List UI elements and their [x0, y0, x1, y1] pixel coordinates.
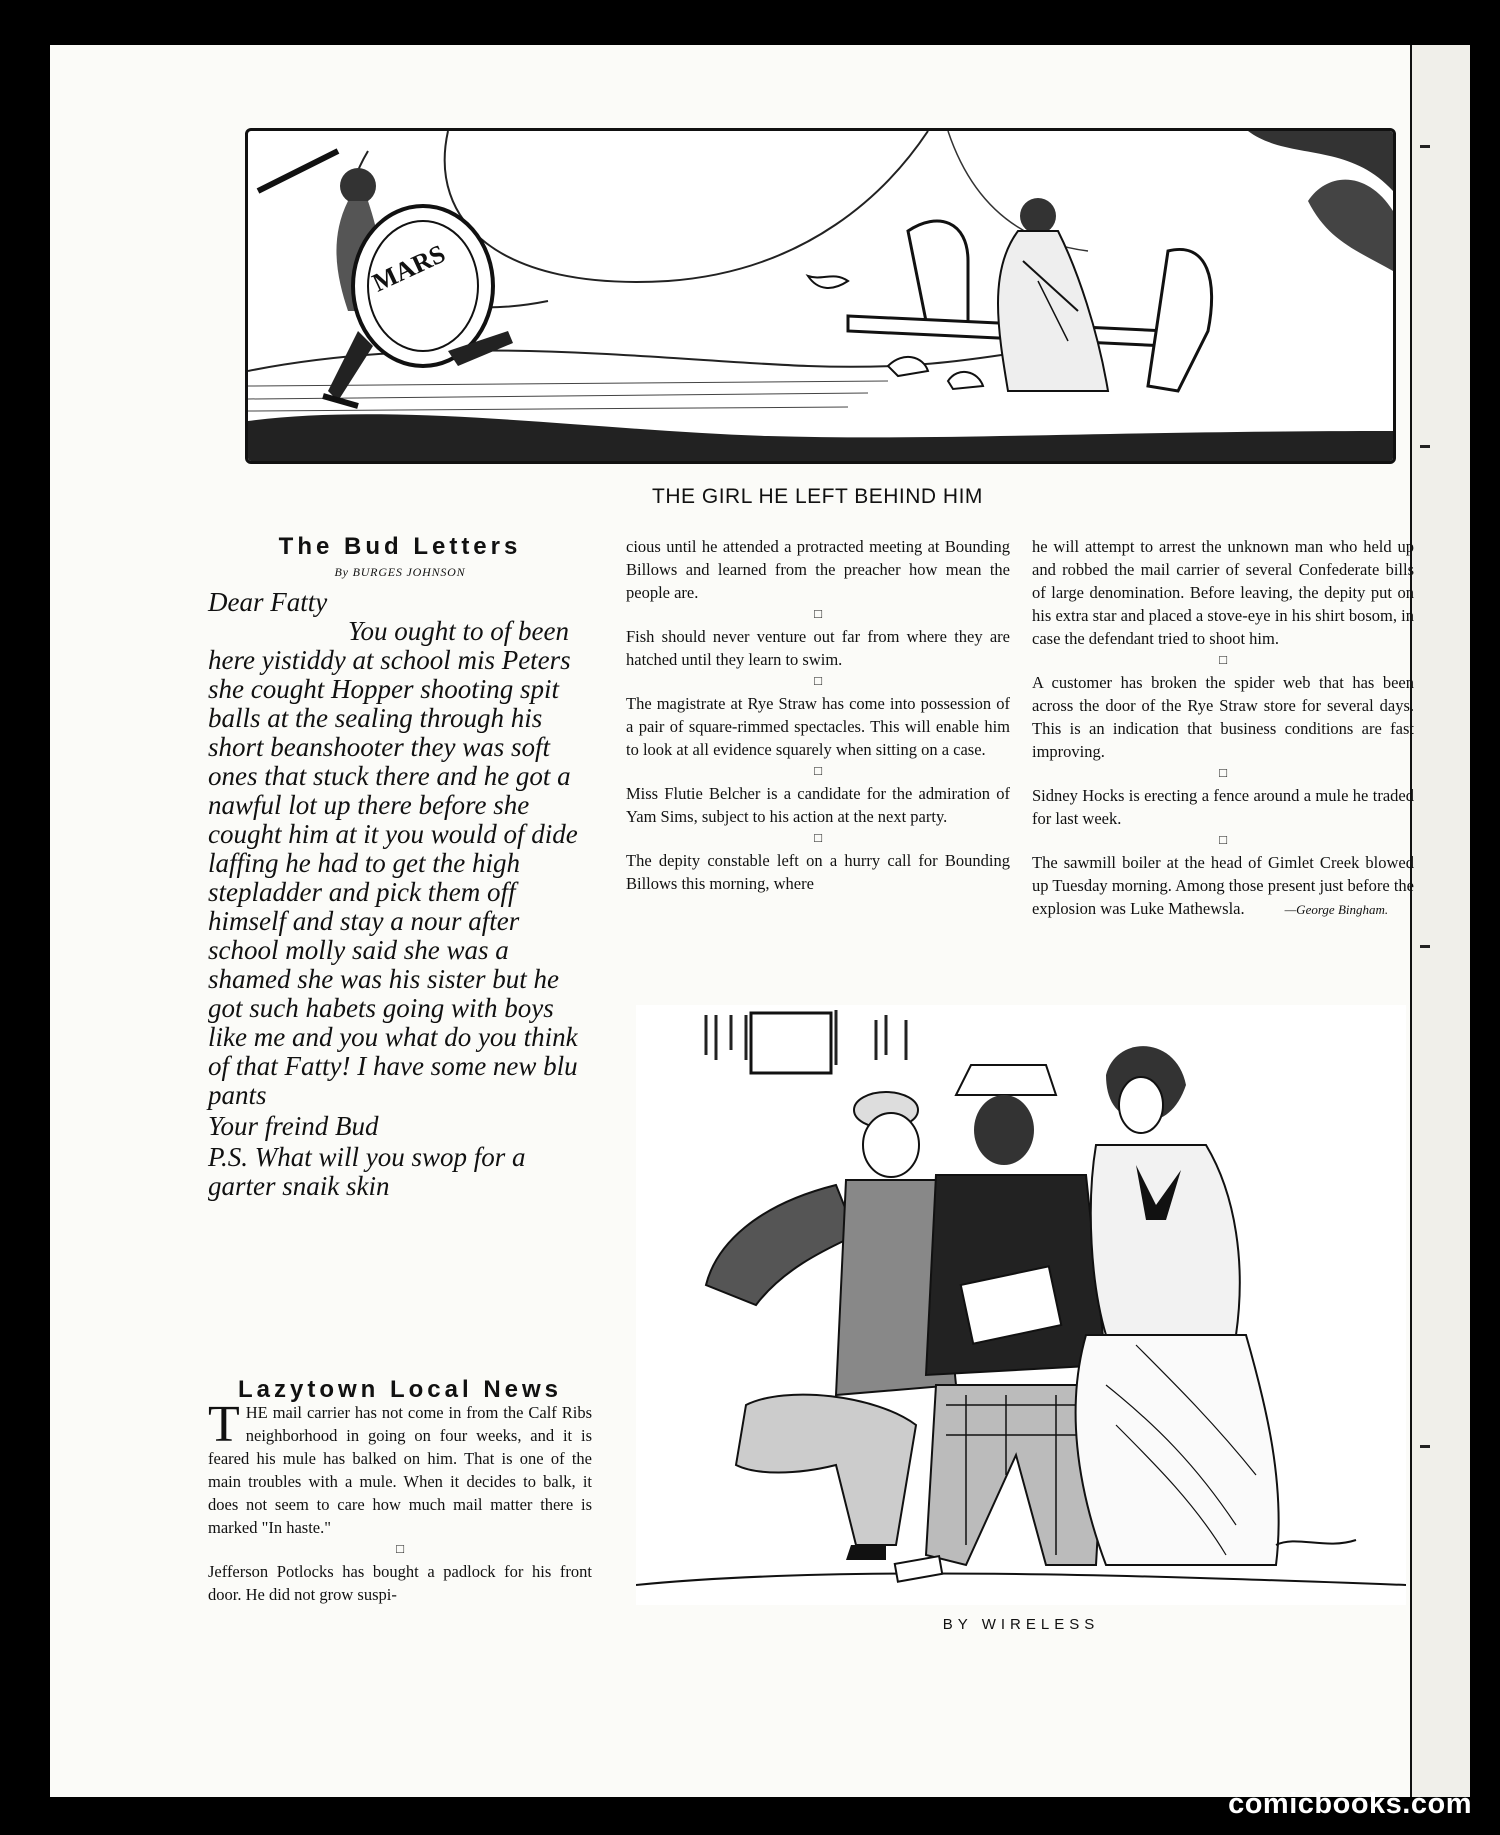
illustration-caption: BY WIRELESS — [942, 1616, 1100, 1633]
bud-letters-byline: By BURGES JOHNSON — [334, 565, 466, 579]
news-paragraph: he will attempt to arrest the unknown man who held up and robbed the mail carrier of several Confederate bills of large denomination. Before leaving, the depity put on his extra star and placed a stove-eye in his shirt bosom, in case the defendant tried to shoot him. — [1032, 537, 1414, 648]
lazytown-paragraph: THE mail carrier has not come in from the Calf Ribs neighborhood in going on four weeks, and it is feared his mule has balked on him. That is one of the main troubles with a mule. When it decides to balk, it does not seem to care how much mail matter there is marked "In haste." — [208, 1396, 592, 1537]
man-in-cap — [706, 1092, 956, 1560]
letter-closing: Your freind Bud — [208, 1111, 379, 1141]
news-paragraph: Fish should never venture out far from where they are hatched until they learn to swim. — [626, 627, 1010, 669]
column-2 — [626, 535, 1010, 895]
news-paragraph: A customer has broken the spider web that has been across the door of the Rye Straw store for several days. This is an indication that business conditions are fast improving. — [1032, 673, 1414, 761]
page-binding-edge — [1410, 45, 1470, 1797]
separator-box: □ — [814, 830, 822, 845]
drop-cap: T — [208, 1396, 240, 1453]
letter-postscript: P.S. What will you swop for a garter snaik skin — [208, 1142, 526, 1201]
man-in-hat-reading — [926, 1065, 1106, 1565]
news-paragraph: Sidney Hocks is erecting a fence around a mule he traded for last week. — [1032, 786, 1414, 828]
news-paragraph: The depity constable left on a hurry call for Bounding Billows this morning, where — [626, 851, 1010, 893]
separator-box: □ — [1219, 765, 1227, 780]
news-paragraph: The magistrate at Rye Straw has come into possession of a pair of square-rimmed spectacles. This will enable him to look at all evidence squarely when sitting on a case. — [626, 694, 1010, 759]
separator-box: □ — [814, 673, 822, 688]
lazytown-paragraph: Jefferson Potlocks has bought a padlock for his front door. He did not grow suspi- — [208, 1562, 592, 1604]
letter-greeting: Dear Fatty — [208, 587, 328, 617]
news-paragraph: cious until he attended a protracted meeting at Bounding Billows and learned from the preacher how mean the people are. — [626, 537, 1010, 602]
top-illustration — [245, 128, 1396, 464]
separator-box: □ — [814, 606, 822, 621]
news-paragraph: Miss Flutie Belcher is a candidate for the admiration of Yam Sims, subject to his action at the next party. — [626, 784, 1010, 826]
artist-signature-mark — [1276, 1540, 1356, 1545]
separator-box: □ — [396, 1541, 404, 1556]
mars-and-peace-drawing — [248, 131, 1393, 461]
separator-box: □ — [1219, 832, 1227, 847]
handwritten-letter — [208, 588, 592, 1201]
separator-box: □ — [1219, 652, 1227, 667]
seated-woman — [1076, 1046, 1279, 1565]
author-signature: —George Bingham. — [1284, 902, 1389, 917]
column-1 — [208, 535, 592, 1201]
page-headline: THE GIRL HE LEFT BEHIND HIM — [652, 485, 983, 508]
shield-label: MARS — [367, 238, 450, 298]
site-watermark: comicbooks.com — [1228, 1788, 1472, 1820]
three-figures-drawing — [636, 1005, 1406, 1605]
mars-figure — [258, 151, 513, 406]
news-paragraph: The sawmill boiler at the head of Gimlet Creek blowed up Tuesday morning. Among those present just before the explosion was Luke Mathewsla. —George Bingham. — [1032, 853, 1414, 918]
bottom-illustration — [636, 1005, 1406, 1605]
bud-letters-title: The Bud Letters — [278, 533, 522, 560]
separator-box: □ — [814, 763, 822, 778]
lazytown-title: Lazytown Local News — [237, 1376, 563, 1403]
lazytown-section — [208, 1378, 592, 1606]
column-3 — [1032, 535, 1414, 921]
letter-body: You ought to of been here yistiddy at school mis Peters she cought Hopper shooting spit balls at the sealing through his short beanshooter they was soft ones that stuck there and he got a nawful lot up there before she cought him at it you would of dide laffing he had to get the high stepladder and pick them off himself and stay a nour after school molly said she was a shamed she was his sister but he got such habets going with boys like me and you what do you think of that Fatty! I have some new blu pants — [208, 616, 578, 1110]
